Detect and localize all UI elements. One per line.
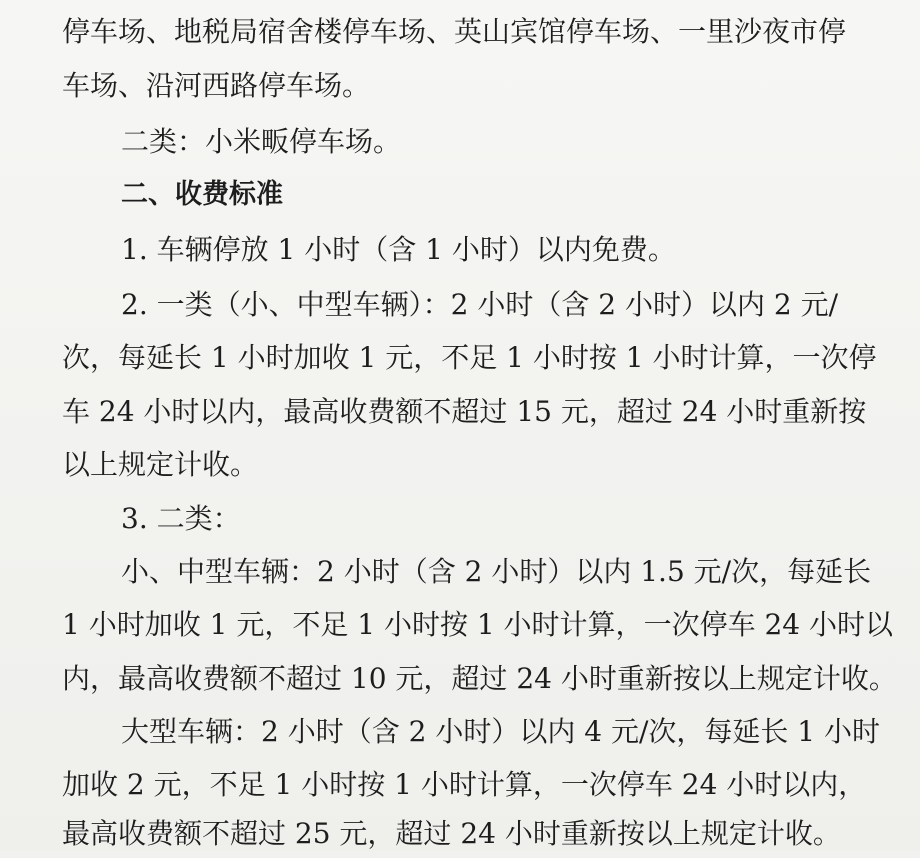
- text-line: [0, 761, 920, 809]
- text-line: [0, 655, 920, 703]
- text-line: [0, 118, 920, 166]
- text-line: [0, 226, 920, 274]
- document-text-line: 3. 二类：: [121, 502, 241, 535]
- document-text-line: 车场、沿河西路停车场。: [62, 69, 371, 102]
- document-text-line: 1 小时加收 1 元，不足 1 小时按 1 小时计算，一次停车 24 小时以: [62, 608, 893, 641]
- section-heading: 二、收费标准: [121, 179, 283, 210]
- text-line: [0, 388, 920, 436]
- document-text-line: 小、中型车辆：2 小时（含 2 小时）以内 1.5 元/次，每延长: [121, 555, 872, 588]
- text-line: [0, 8, 920, 56]
- document-text-line: 2. 一类（小、中型车辆）：2 小时（含 2 小时）以内 2 元/: [121, 288, 838, 321]
- document-text-line: 次，每延长 1 小时加收 1 元，不足 1 小时按 1 小时计算，一次停: [62, 341, 877, 374]
- text-line: [0, 441, 920, 489]
- document-text-line: 大型车辆：2 小时（含 2 小时）以内 4 元/次，每延长 1 小时: [121, 715, 880, 748]
- text-line: [0, 495, 920, 543]
- document-text-line: 二类：小米畈停车场。: [121, 125, 402, 158]
- document-text-line: 内，最高收费额不超过 10 元，超过 24 小时重新按以上规定计收。: [62, 662, 897, 695]
- section-heading-line: [0, 171, 920, 219]
- text-line: [0, 708, 920, 756]
- text-line: [0, 62, 920, 110]
- document-text-line: 加收 2 元，不足 1 小时按 1 小时计算，一次停车 24 小时以内，: [62, 768, 867, 801]
- text-line: [0, 601, 920, 649]
- document-text-line: 1. 车辆停放 1 小时（含 1 小时）以内免费。: [121, 233, 676, 266]
- document-text-line: 最高收费额不超过 25 元，超过 24 小时重新按以上规定计收。: [62, 817, 841, 850]
- text-line: [0, 281, 920, 329]
- document-text-line: 以上规定计收。: [62, 448, 259, 481]
- document-text-line: 停车场、地税局宿舍楼停车场、英山宾馆停车场、一里沙夜市停: [62, 15, 847, 48]
- document-text-line: 车 24 小时以内，最高收费额不超过 15 元，超过 24 小时重新按: [62, 395, 867, 428]
- text-line: [0, 548, 920, 596]
- text-line: [0, 334, 920, 382]
